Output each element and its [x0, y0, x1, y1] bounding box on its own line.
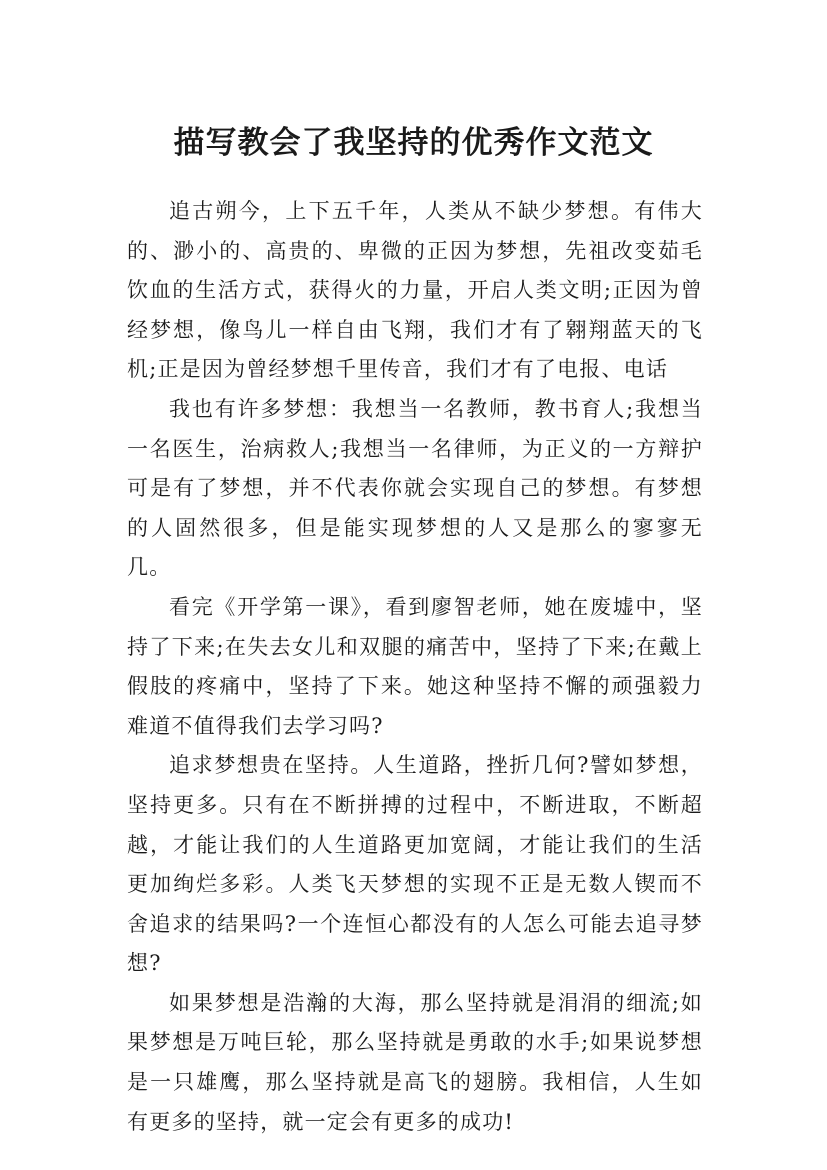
paragraph-2: 我也有许多梦想：我想当一名教师，教书育人;我想当一名医生，治病救人;我想当一名律师，为正义的一方辩护可是有了梦想，并不代表你就会实现自己的梦想。有梦想的人固然很多，但是能实现梦想的人又是那么的寥寥无几。 — [127, 396, 703, 580]
document-title: 描写教会了我坚持的优秀作文范文 — [173, 124, 654, 161]
paragraph-5: 如果梦想是浩瀚的大海，那么坚持就是涓涓的细流;如果梦想是万吨巨轮，那么坚持就是勇敢的水手;如果说梦想是一只雄鹰，那么坚持就是高飞的翅膀。我相信，人生如有更多的坚持，就一定会有更多的成功! — [127, 990, 703, 1134]
paragraph-1: 追古朔今，上下五千年，人类从不缺少梦想。有伟大的、渺小的、高贵的、卑微的正因为梦想，先祖改变茹毛饮血的生活方式，获得火的力量，开启人类文明;正因为曾经梦想，像鸟儿一样自由飞翔，我们才有了翱翔蓝天的飞机;正是因为曾经梦想千里传音，我们才有了电报、电话 — [127, 199, 703, 382]
document-body — [127, 192, 703, 1142]
paragraph-4: 追求梦想贵在坚持。人生道路，挫折几何?譬如梦想，坚持更多。只有在不断拼搏的过程中，不断进取，不断超越，才能让我们的人生道路更加宽阔，才能让我们的生活更加绚烂多彩。人类飞天梦想的实现不正是无数人锲而不舍追求的结果吗?一个连恒心都没有的人怎么可能去追寻梦想? — [127, 753, 703, 976]
paragraph-3: 看完《开学第一课》，看到廖智老师，她在废墟中，坚持了下来;在失去女儿和双腿的痛苦中，坚持了下来;在戴上假肢的疼痛中，坚持了下来。她这种坚持不懈的顽强毅力难道不值得我们去学习吗? — [127, 594, 703, 738]
